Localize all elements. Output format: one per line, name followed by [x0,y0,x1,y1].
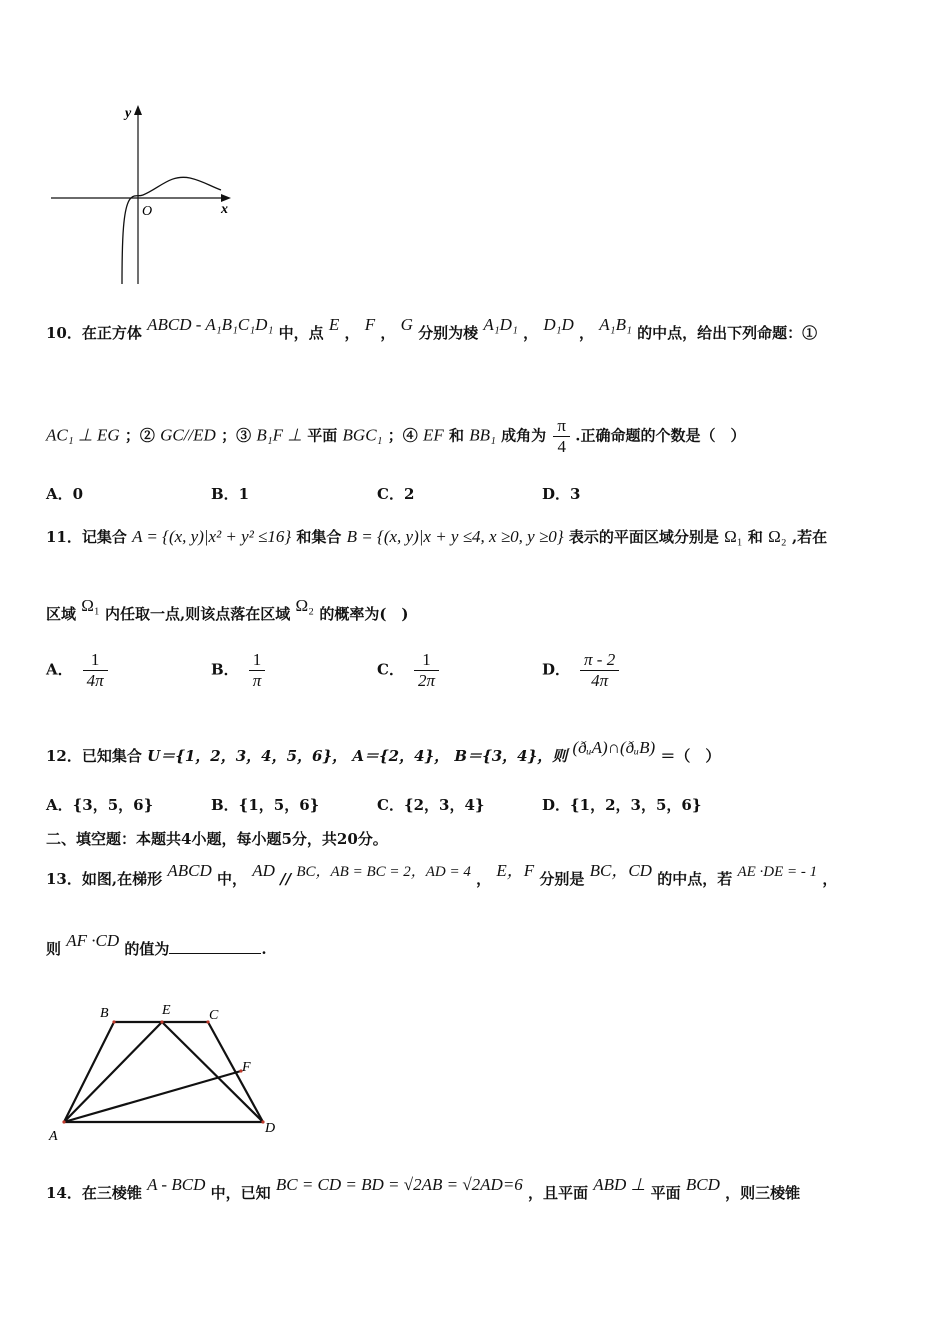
option-fraction [580,650,619,691]
q11-omega1: Ω₁ [724,527,743,546]
q12-option-a[interactable]: A．{3，5，6} [46,796,154,814]
denominator: 4π [86,671,104,690]
angle-numerator: π [553,416,570,437]
option-fraction [414,650,439,691]
q10-point-f: F [364,315,376,334]
q10-option-b[interactable]: B．1 [211,485,250,503]
q13-line2 [46,931,267,959]
point-a [62,1120,65,1123]
q12-set-u: U＝{1，2，3，4，5，6}， [147,747,348,765]
q10-prop3a: B₁F ⊥ [256,425,303,445]
q13-expression: AF ·CD [66,931,120,950]
q11-text: 内任取一点,则该点落在区域 [105,605,291,623]
numerator: 1 [83,650,108,671]
q13-text: ， [476,870,492,888]
q13-ad: AD [252,861,275,880]
q11-mid: 和集合 [296,528,342,546]
q12-option-d[interactable]: D．{1，2，3，5，6} [542,796,702,814]
q11-option-d[interactable] [542,650,619,691]
angle-denominator: 4 [557,437,566,456]
q14-prefix: 14．在三棱锥 [46,1184,142,1202]
q11-omega1: Ω₁ [81,596,100,615]
origin-label: O [142,204,153,219]
x-axis-arrow [221,194,231,202]
q11-option-b[interactable] [211,650,265,691]
q12-line [46,738,721,766]
q11-option-a[interactable] [46,650,108,691]
q11-omega2: Ω₂ [295,596,315,615]
q12-suffix: ＝（ ） [660,747,721,765]
function-graph-figure [45,100,245,290]
option-label: B． [211,660,239,679]
q12-option-c[interactable]: C．{2，3，4} [377,796,485,814]
x-axis-label: x [221,202,228,217]
denominator: π [252,671,262,690]
trapezoid-figure [45,998,290,1148]
q10-prop4b: BB₁ [469,425,496,445]
q10-cube: ABCD - A₁B₁C₁D₁ [147,315,274,334]
q14-plane2: BCD [685,1175,720,1194]
q11-suffix2: ,若在 [791,528,828,546]
q11-set-a: A = {(x, y)|x² + y² ≤16} [132,527,292,546]
q14-tetrahedron: A - BCD [147,1175,206,1194]
q10-line1 [46,315,818,343]
q11-options [46,650,906,700]
q10-sep: ， [579,324,595,342]
q10-prop2: GC//ED [160,425,216,445]
answer-blank[interactable] [169,939,261,954]
q10-line2 [46,416,745,457]
q12-set-b: B＝{3，4}，则 [454,747,568,765]
q10-option-a[interactable]: A．0 [46,485,84,503]
label-f: F [242,1060,251,1075]
q10-suffix: 的中点，给出下列命题：① [637,324,818,342]
q11-omega2: Ω₂ [768,527,787,546]
q13-points-ef: E，F [496,861,535,880]
q13-condition: BC，AB = BC = 2，AD = 4 [296,864,471,880]
q10-options [46,483,906,503]
q11-text: 的概率为( ) [319,605,409,623]
option-fraction [249,650,266,691]
q10-prop3b: BGC₁ [342,425,383,445]
q13-parallel: // [280,870,292,888]
q10-prop4a: EF [422,425,444,445]
q14-condition: BC = CD = BD = √2AB = √2AD=6 [275,1175,523,1194]
q10-text: .正确命题的个数是（ ） [575,426,746,445]
q10-text: 平面 [307,426,338,445]
q10-option-c[interactable]: C．2 [377,485,415,503]
label-d: D [265,1121,276,1136]
q14-text: 平面 [650,1184,681,1202]
q10-edge1: A₁D₁ [483,315,518,334]
edge-ab [64,1022,114,1122]
label-c: C [209,1008,219,1023]
q13-text: ， [822,870,838,888]
option-label: D． [542,660,571,679]
q14-plane1: ABD ⊥ [593,1175,646,1194]
q13-prefix: 13．如图,在梯形 [46,870,163,888]
numerator: π - 2 [580,650,619,671]
q14-text: ，则三棱锥 [725,1184,801,1202]
q14-text: ，且平面 [528,1184,589,1202]
q12-expression: (ðᵤA)∩(ðᵤB) [572,738,656,757]
q12-option-b[interactable]: B．{1，5，6} [211,796,320,814]
option-label: C． [377,660,404,679]
q12-set-a: A＝{2，4}， [352,747,450,765]
q14-text: 中，已知 [210,1184,271,1202]
option-label: A． [46,660,73,679]
q10-sep: ， [380,324,396,342]
y-axis-label: y [125,106,132,121]
q13-text: . [261,940,267,958]
q13-text: 则 [46,940,62,958]
q12-prefix: 12．已知集合 [46,747,142,765]
point-e [160,1020,163,1023]
q13-edges: BC，CD [589,861,652,880]
segment-af [64,1071,241,1122]
q10-sep: ， [523,324,539,342]
function-curve [122,177,221,284]
q10-mid2: 分别为棱 [418,324,479,342]
denominator: 4π [591,671,609,690]
q13-text: 的中点，若 [657,870,733,888]
q10-option-d[interactable]: D．3 [542,485,581,503]
section-heading: 二、填空题：本题共4小题，每小题5分，共20分。 [46,830,388,848]
q10-point-e: E [328,315,340,334]
y-axis-arrow [134,105,142,115]
q10-angle-fraction [553,416,570,457]
q11-prefix: 11．记集合 [46,528,127,546]
label-a: A [49,1129,58,1144]
q10-point-g: G [400,315,413,334]
q11-line2 [46,596,409,624]
numerator: 1 [249,650,266,671]
label-e: E [162,1003,171,1018]
q13-text: 的值为 [124,940,170,958]
point-b [112,1020,115,1023]
q11-text: 区域 [46,605,77,623]
q10-text: ；④ [387,426,418,445]
q11-suffix1: 表示的平面区域分别是 [568,528,719,546]
q11-set-b: B = {(x, y)|x + y ≤4, x ≥0, y ≥0} [346,527,564,546]
q10-prefix: 10．在正方体 [46,324,142,342]
q13-text: 中， [216,870,247,888]
q11-option-c[interactable] [377,650,439,691]
q10-edge3: A₁B₁ [599,315,632,334]
q10-text: 和 [448,426,464,445]
q10-sep: ， [344,324,360,342]
q12-options [46,794,906,814]
q10-text: ；② [124,426,155,445]
q13-text: 分别是 [539,870,585,888]
q13-line1 [46,861,838,889]
label-b: B [100,1006,109,1021]
q10-text: 成角为 [501,426,547,445]
q10-text: ；③ [221,426,252,445]
numerator: 1 [414,650,439,671]
q14-line [46,1175,801,1203]
q10-prop1: AC₁ ⊥ EG [46,425,120,445]
q13-trapezoid: ABCD [167,861,212,880]
denominator: 2π [417,671,435,690]
q11-and: 和 [747,528,763,546]
q13-dot-product: AE ·DE = - 1 [737,864,818,880]
option-fraction [83,650,108,691]
q10-mid: 中，点 [278,324,324,342]
q11-line1 [46,526,827,547]
q10-edge2: D₁D [543,315,574,334]
